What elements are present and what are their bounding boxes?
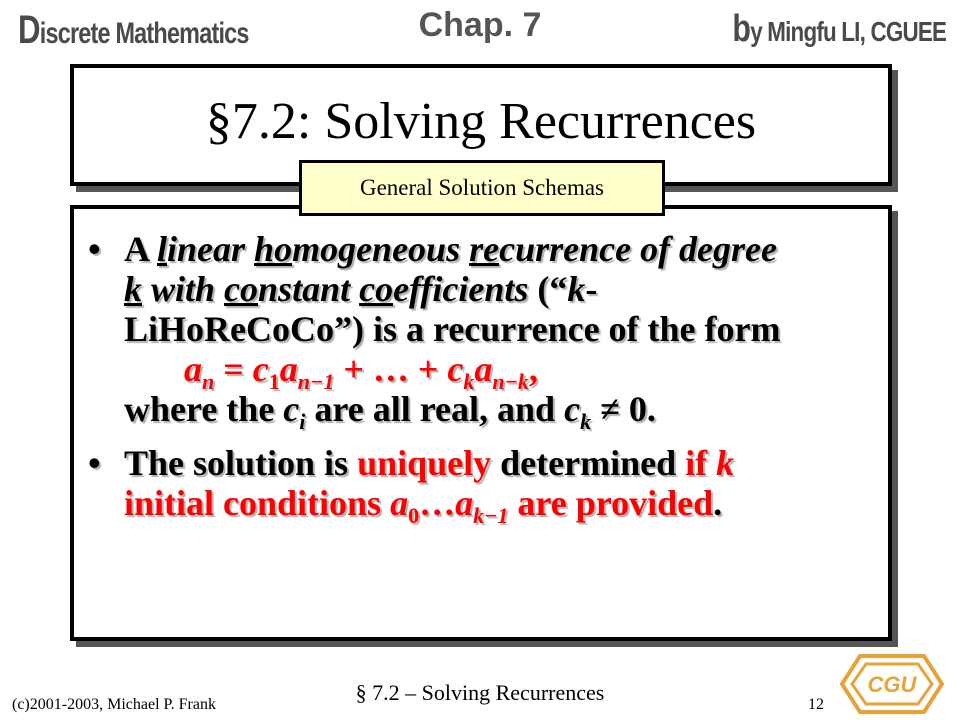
- course-title: Discrete Mathematics: [18, 8, 249, 52]
- chapter-label: Chap. 7: [418, 6, 542, 44]
- footer-copyright: (c)2001-2003, Michael P. Frank: [12, 696, 216, 713]
- page-number: 12: [808, 696, 824, 713]
- bullet-1: • A linear homogeneous recurrence of degree k with constant coefficients (“k- LiHoReCoCo”) is a recurrence of the form $a_n = c_1a_{n-1}$ + … + $c_ka_{n-k}$, where the $c_i$ are all real, and $c_k \ne 0$.: [88, 229, 878, 429]
- slide-title: §7.2: Solving Recurrences: [205, 93, 757, 150]
- author-label: by Mingfu LI, CGUEE: [732, 8, 946, 50]
- bullet-dot-icon: •: [88, 229, 101, 269]
- content-box: [70, 205, 892, 641]
- bullet-2: • The solution is uniquely determined if k initial conditions $a_0\dots a_{k-1}$ are provided.: [88, 443, 735, 529]
- bullet-dot-icon: •: [88, 443, 101, 483]
- cgu-logo-icon: [838, 650, 946, 718]
- section-tag: General Solution Schemas: [299, 160, 665, 216]
- footer-section: § 7.2 – Solving Recurrences: [355, 680, 605, 705]
- recurrence-formula: $a_n = c_1a_{n-1}$ + … + $c_ka_{n-k}$,: [184, 349, 538, 395]
- bullet-list: [88, 229, 878, 533]
- svg-text:CGU: CGU: [867, 672, 917, 697]
